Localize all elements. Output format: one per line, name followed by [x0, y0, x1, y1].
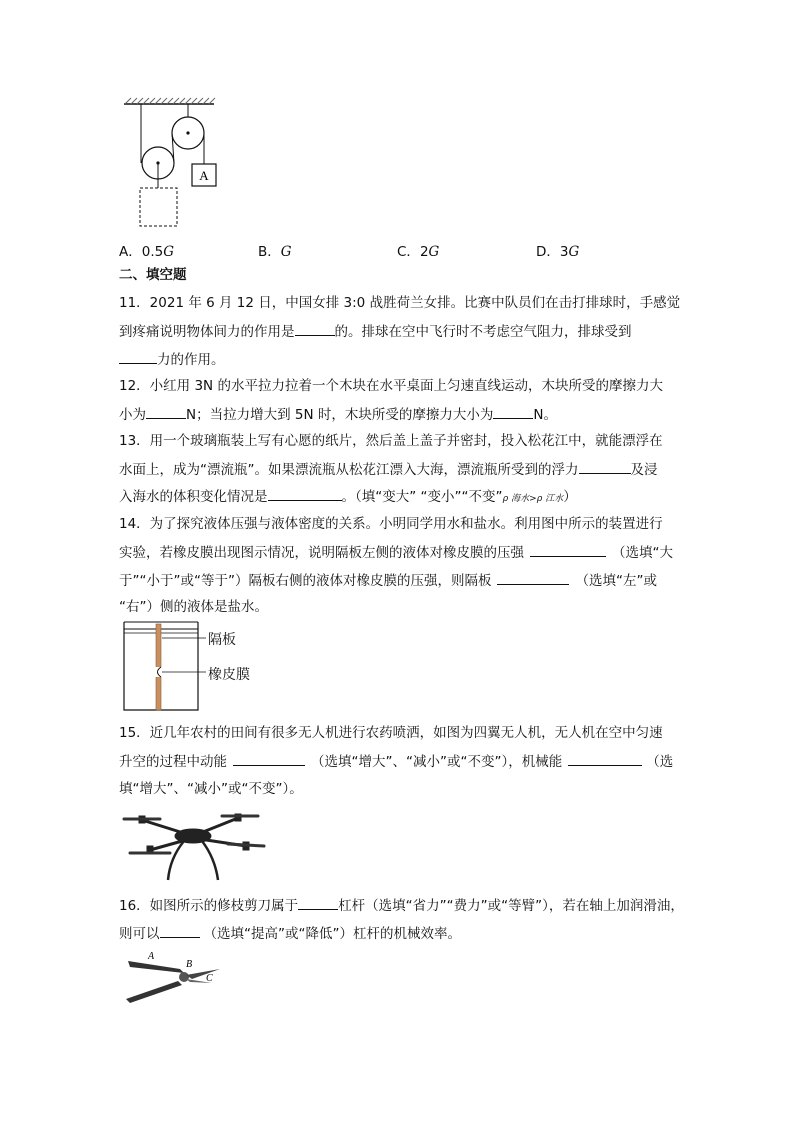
q13-line2: 水面上，成为“漂流瓶”。如果漂流瓶从松花江漂入大海，漂流瓶所受到的浮力 及浸 [119, 459, 658, 480]
label-membrane: 橡皮膜 [208, 667, 250, 683]
q13-line3: 入海水的体积变化情况是 。（填“变大” “变小”“不变”ρ 海水>ρ 江水） [119, 486, 577, 509]
option-a: A．0.5G [119, 244, 175, 260]
q11-line3: 力的作用。 [119, 349, 225, 370]
option-d: D．3G [536, 244, 580, 260]
option-c: C．2G [397, 244, 440, 260]
q13-line1: 13．用一个玻璃瓶装上写有心愿的纸片，然后盖上盖子并密封，投入松花江中，就能漂浮在 [119, 433, 663, 449]
q15-line1: 15．近几年农村的田间有很多无人机进行农药喷洒，如图为四翼无人机，无人机在空中匀速 [119, 725, 663, 741]
label-b: B [186, 959, 193, 970]
label-c: C [206, 973, 213, 984]
dashed-load [140, 188, 177, 226]
q12-line2: 小为 N；当拉力增大到 5N 时，木块所受的摩擦力大小为 N。 [119, 404, 557, 425]
section-title: 二、填空题 [119, 267, 187, 283]
q11-line1: 11．2021 年 6 月 12 日，中国女排 3:0 战胜荷兰女排。比赛中队员们在击打排球时，手感觉 [119, 295, 681, 311]
pulley-figure [118, 96, 228, 232]
q14-line1: 14．为了探究液体压强与液体密度的关系。小明同学用水和盐水。利用图中所示的装置进行 [119, 516, 663, 532]
q15-line2: 升空的过程中动能 （选填“增大”、“减小”或“不变”），机械能 （选 [119, 751, 673, 772]
q15-line3: 填“增大”、“减小”或“不变”）。 [119, 781, 303, 797]
q16-line1: 16．如图所示的修枝剪刀属于 杠杆（选填“省力”“费力”或“等臂”），若在轴上加润滑油， [119, 895, 684, 916]
q16-line2: 则可以 （选填“提高”或“降低”）杠杆的机械效率。 [119, 923, 461, 944]
option-b: B．G [258, 244, 292, 260]
drone-image [120, 806, 266, 884]
label-a: A [148, 951, 155, 962]
ceiling [124, 98, 215, 104]
q12-line1: 12．小红用 3N 的水平拉力拉着一个木块在水平桌面上匀速直线运动，木块所受的摩擦力大 [119, 378, 663, 394]
label-partition: 隔板 [208, 632, 236, 648]
pruning-shears-image [122, 949, 226, 1007]
block-a-label: A [199, 168, 209, 183]
q14-line3: 于”“小于”或“等于”）隔板右侧的液体对橡皮膜的压强，则隔板 （选填“左”或 [119, 570, 657, 591]
q14-line4: “右”）侧的液体是盐水。 [119, 599, 268, 615]
q11-line2: 到疼痛说明物体间力的作用是 的。排球在空中飞行时不考虑空气阻力，排球受到 [119, 321, 632, 342]
q14-line2: 实验，若橡皮膜出现图示情况，说明隔板左侧的液体对橡皮膜的压强 （选填“大 [119, 542, 673, 563]
